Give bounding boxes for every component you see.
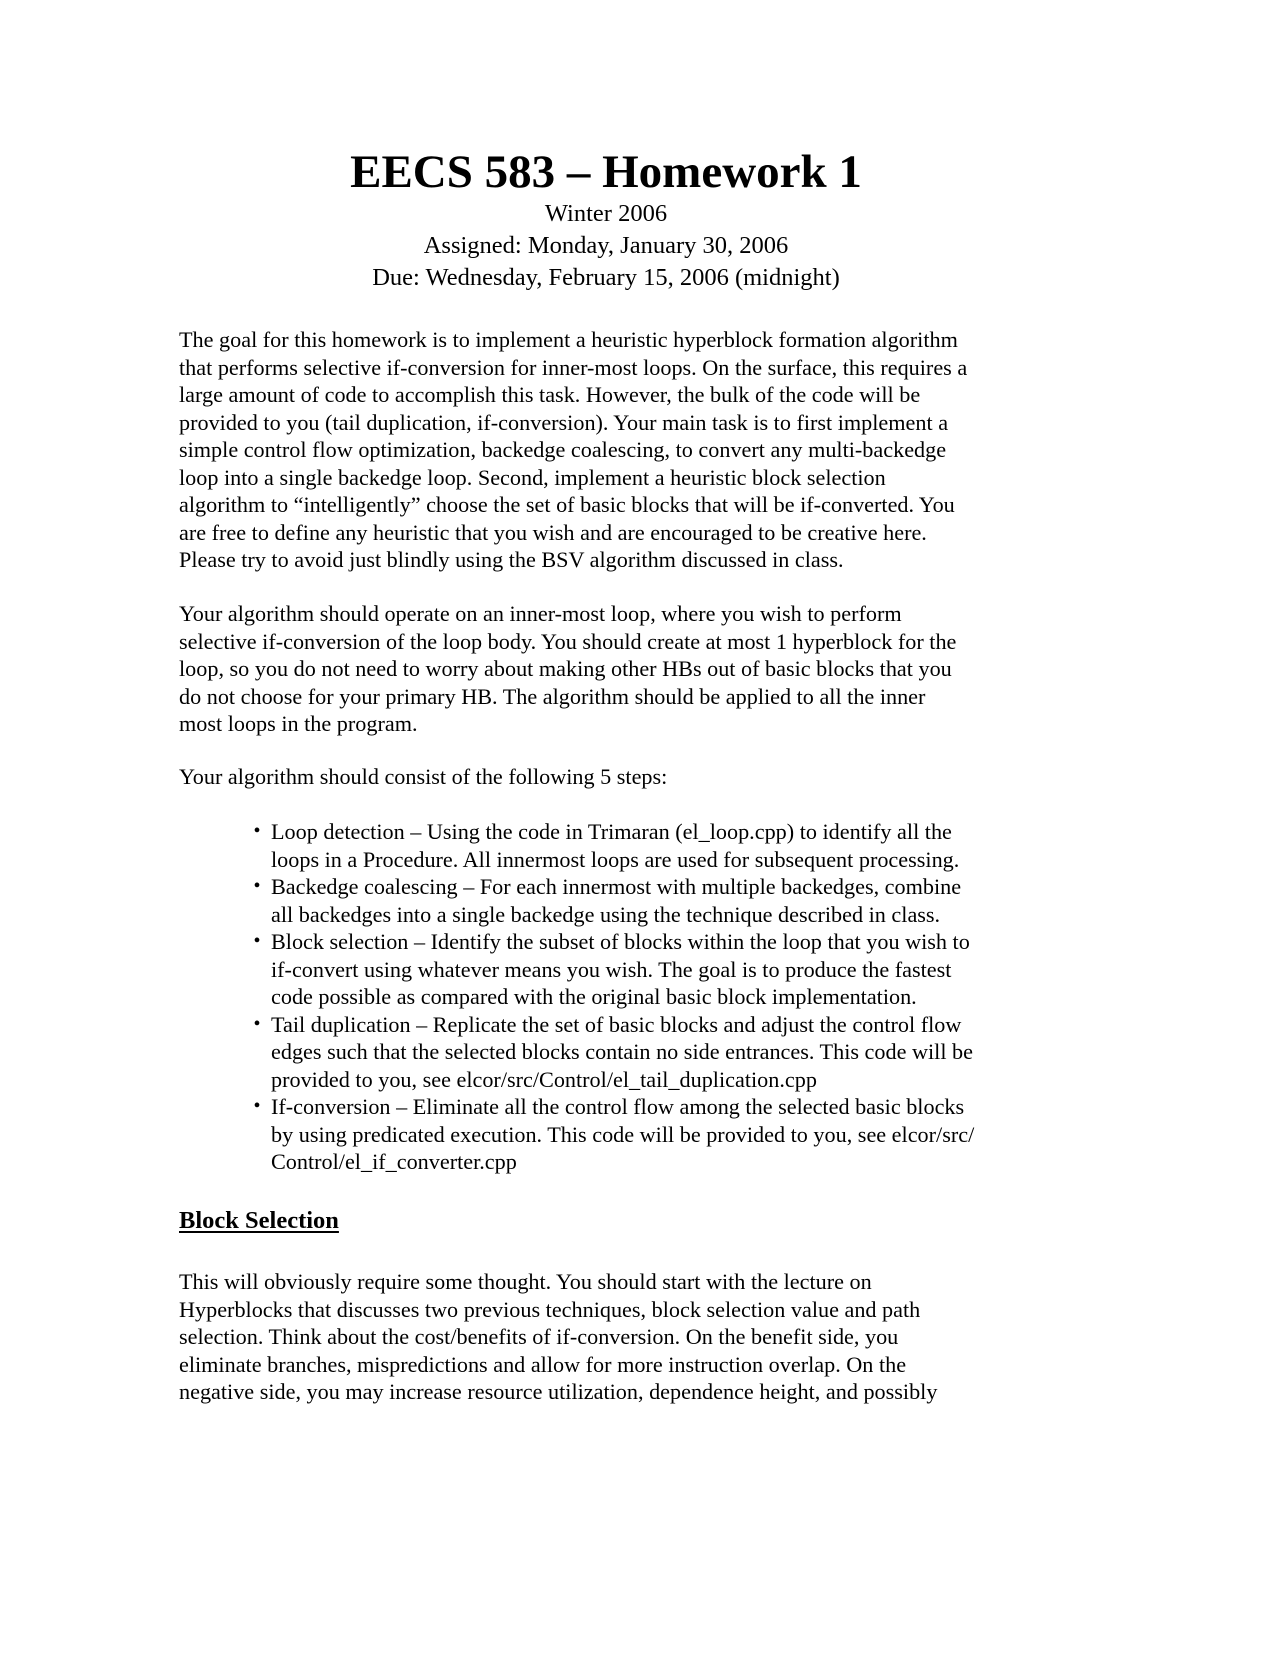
paragraph-line: are free to define any heuristic that you wish and are encouraged to be creative here. <box>179 519 927 545</box>
step-loop-detection <box>0 818 1280 873</box>
paragraph-line: provided to you (tail duplication, if-conversion). Your main task is to first implement a <box>179 409 949 435</box>
paragraph-line: Your algorithm should operate on an inner-most loop, where you wish to perform <box>179 601 902 626</box>
step-block-selection <box>0 928 1280 1011</box>
bullet-icon: • <box>253 930 261 952</box>
step-line: Block selection – Identify the subset of blocks within the loop that you wish to <box>271 929 970 954</box>
step-line: provided to you, see elcor/src/Control/el_tail_duplication.cpp <box>271 1066 817 1092</box>
step-line: Loop detection – Using the code in Trimaran (el_loop.cpp) to identify all the <box>271 819 952 844</box>
block-selection-paragraph <box>179 1268 1059 1406</box>
due-date: Due: Wednesday, February 15, 2006 (midnight) <box>372 264 840 291</box>
paragraph-line: Hyperblocks that discusses two previous techniques, block selection value and path <box>179 1296 921 1322</box>
paragraph-line: loop, so you do not need to worry about making other HBs out of basic blocks that you <box>179 656 952 681</box>
section-heading-block-selection: Block Selection <box>179 1207 339 1234</box>
paragraph-line: negative side, you may increase resource utilization, dependence height, and possibly <box>179 1379 938 1404</box>
steps-intro-text: Your algorithm should consist of the following 5 steps: <box>179 764 668 789</box>
assigned-date: Assigned: Monday, January 30, 2006 <box>423 232 789 259</box>
paragraph-line: algorithm to “intelligently” choose the set of basic blocks that will be if-converted. You <box>179 492 955 517</box>
steps-list <box>0 818 1280 1176</box>
paragraph-line: selective if-conversion of the loop body. You should create at most 1 hyperblock for the <box>179 628 957 654</box>
step-line: loops in a Procedure. All innermost loops are used for subsequent processing. <box>271 846 960 872</box>
step-line: if-convert using whatever means you wish. The goal is to produce the fastest <box>271 956 952 982</box>
paragraph-line: Please try to avoid just blindly using the BSV algorithm discussed in class. <box>179 547 844 572</box>
bullet-icon: • <box>253 1012 261 1035</box>
step-line: by using predicated execution. This code will be provided to you, see elcor/src/ <box>271 1121 975 1147</box>
bullet-icon: • <box>253 820 261 842</box>
bullet-icon: • <box>253 1095 261 1117</box>
step-line: Backedge coalescing – For each innermost with multiple backedges, combine <box>271 874 962 899</box>
step-line: code possible as compared with the original basic block implementation. <box>271 984 917 1009</box>
paragraph-line: most loops in the program. <box>179 711 418 736</box>
paragraph-line: do not choose for your primary HB. The algorithm should be applied to all the inner <box>179 683 926 709</box>
step-line: Tail duplication – Replicate the set of basic blocks and adjust the control flow <box>271 1011 962 1037</box>
step-if-conversion <box>0 1093 1280 1176</box>
paragraph-line: simple control flow optimization, backedge coalescing, to convert any multi-backedge <box>179 437 947 462</box>
step-line: all backedges into a single backedge using the technique described in class. <box>271 901 941 927</box>
paragraph-line: large amount of code to accomplish this task. However, the bulk of the code will be <box>179 382 921 407</box>
paragraph-line: that performs selective if-conversion for inner-most loops. On the surface, this requires a <box>179 354 968 380</box>
document-title: EECS 583 – Homework 1 <box>350 146 862 198</box>
paragraph-line: selection. Think about the cost/benefits of if-conversion. On the benefit side, you <box>179 1324 899 1349</box>
paragraph-line: The goal for this homework is to implement a heuristic hyperblock formation algorithm <box>179 327 958 352</box>
intro-paragraph <box>179 326 1059 574</box>
bullet-icon: • <box>253 875 261 897</box>
step-tail-duplication <box>0 1011 1280 1094</box>
step-line: Control/el_if_converter.cpp <box>271 1149 517 1174</box>
step-line: If-conversion – Eliminate all the control flow among the selected basic blocks <box>271 1094 965 1119</box>
steps-intro <box>179 763 1059 791</box>
step-backedge-coalescing <box>0 873 1280 928</box>
scope-paragraph <box>179 600 1059 738</box>
term-label: Winter 2006 <box>544 200 668 227</box>
step-line: edges such that the selected blocks contain no side entrances. This code will be <box>271 1039 973 1064</box>
paragraph-line: This will obviously require some thought. You should start with the lecture on <box>179 1269 872 1294</box>
paragraph-line: eliminate branches, mispredictions and allow for more instruction overlap. On the <box>179 1351 907 1377</box>
paragraph-line: loop into a single backedge loop. Second, implement a heuristic block selection <box>179 464 886 490</box>
